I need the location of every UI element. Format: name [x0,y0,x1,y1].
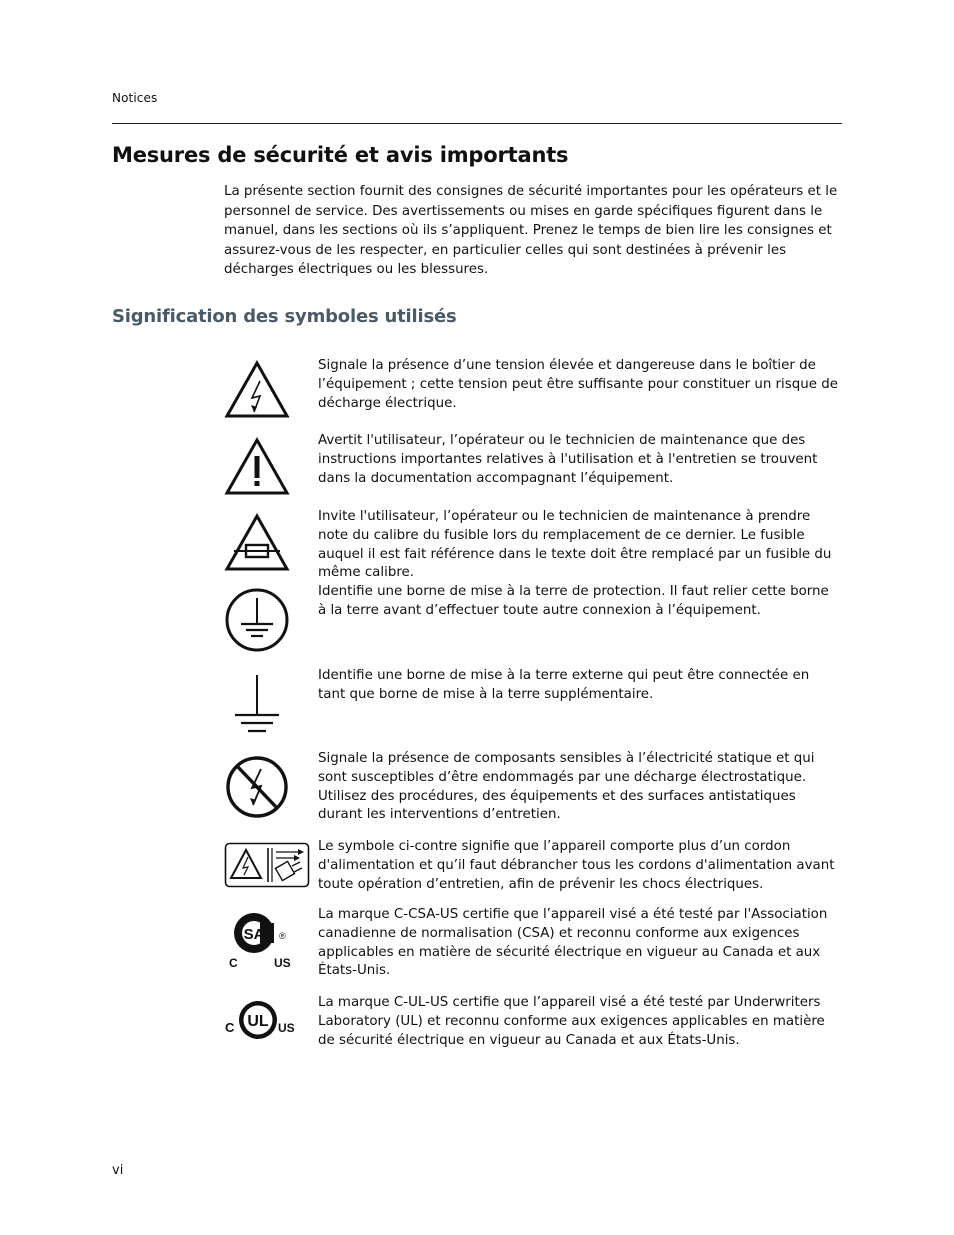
csa-certification-mark [224,911,298,977]
header-rule [112,123,842,124]
symbol-description: Signale la présence de composants sensibles à l’électricité statique et qui sont susceptibles d’être endommagés par une décharge électrostatique. Utilisez des procédures, des équipements et des surfaces antistatiques durant les interventions d’entretien. [318,751,815,823]
symbol-description: La marque C-UL-US certifie que l’appareil visé a été testé par Underwriters Laboratory (UL) et reconnu conforme aux exigences applicables en matière de sécurité électrique en vigueur au Canada et aux États-Unis. [318,995,825,1048]
page-title: Mesures de sécurité et avis importants [112,143,569,167]
ul-prefix: C [225,1020,235,1035]
intro-paragraph: La présente section fournit des consignes de sécurité importantes pour les opérateurs et le personnel de service. Des avertissements ou mises en garde spécifiques figurent dans le manuel, dans les sections où ils s’appliquent. Prenez le temps de bien lire les consignes et assurez-vous de les respecter, en particulier celles qui sont destinées à prévenir les décharges électriques ou les blessures. [224,184,838,277]
symbol-description: Identifie une borne de mise à la terre de protection. Il faut relier cette borne à la terre avant d’effectuer toute autre connexion à l’équipement. [318,584,829,618]
symbol-description: Signale la présence d’une tension élevée et dangereuse dans le boîtier de l’équipement ; cette tension peut être suffisante pour constituer un risque de décharge électrique. [318,358,838,411]
fuse-warning-icon [224,512,290,576]
running-head: Notices [112,91,158,105]
ul-suffix: US [278,1021,295,1035]
csa-prefix: C [229,956,238,970]
protective-earth-icon [224,587,290,657]
esd-sensitive-icon [224,755,290,823]
page-number: vi [112,1163,124,1178]
symbol-description: La marque C-CSA-US certifie que l’appareil visé a été testé par l'Association canadienne de normalisation (CSA) et reconnu conforme aux exigences applicables en matière de sécurité électrique en vigueur au Canada et aux États-Unis. [318,907,828,979]
ul-certification-mark [224,998,298,1048]
caution-exclamation-icon [224,436,290,500]
symbols-heading: Signification des symboles utilisés [112,306,457,327]
symbol-description: Avertit l'utilisateur, l’opérateur ou le technicien de maintenance que des instructions importantes relatives à l'utilisation et à l'entretien se trouvent dans la documentation accompagnant l’équipement. [318,433,818,486]
registered-mark: ® [279,931,286,941]
symbol-description: Le symbole ci-contre signifie que l’appareil comporte plus d’un cordon d'alimentation et qu’il faut débrancher tous les cordons d'alimentation avant toute opération d’entretien, afin de prévenir les chocs électriques. [318,839,835,892]
csa-letters: SA [243,926,265,943]
symbol-description: Identifie une borne de mise à la terre externe qui peut être connectée en tant que borne de mise à la terre supplémentaire. [318,668,810,702]
csa-suffix: US [274,956,291,970]
external-ground-icon [224,673,290,739]
ul-letters: UL [247,1013,269,1030]
high-voltage-warning-icon [224,359,290,423]
multiple-power-cords-icon [224,842,310,892]
symbol-description: Invite l'utilisateur, l’opérateur ou le technicien de maintenance à prendre note du calibre du fusible lors du remplacement de ce dernier. Le fusible auquel il est fait référence dans le texte doit être remplacé par un fusible du même calibre. [318,509,832,581]
